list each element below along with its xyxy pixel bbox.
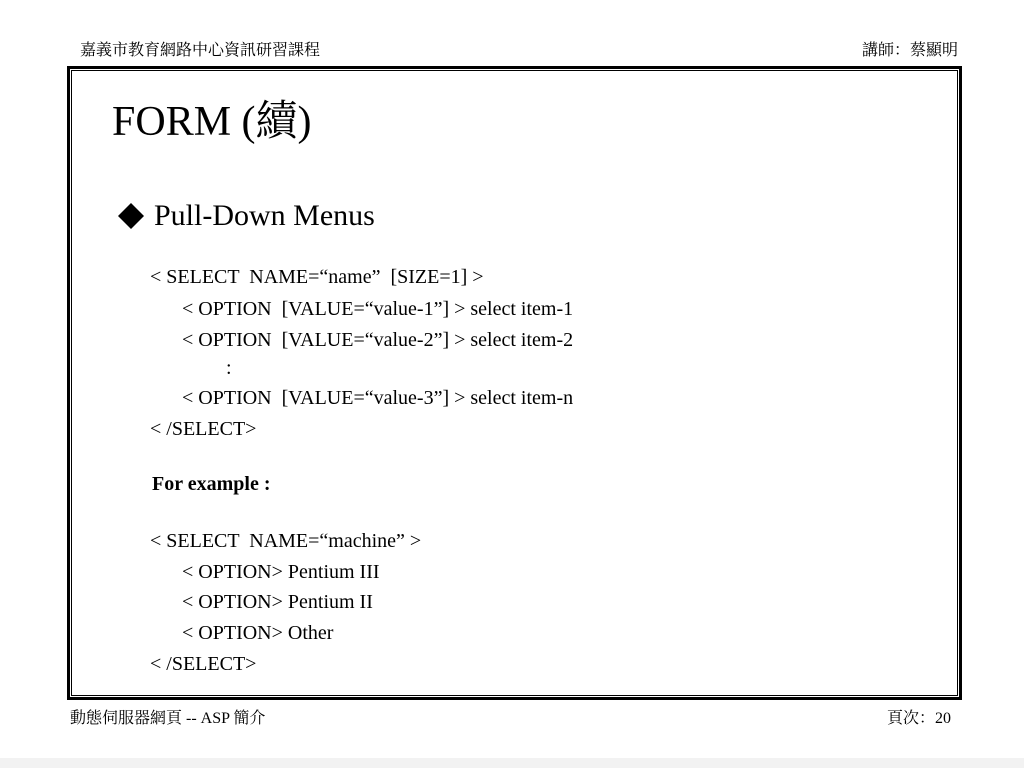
slide-title: FORM (續) <box>112 99 312 145</box>
example-line: < OPTION> Pentium II <box>182 591 373 613</box>
syntax-line: : <box>226 357 232 379</box>
page-number: 頁次：20 <box>886 710 951 727</box>
example-line: < OPTION> Pentium III <box>182 561 380 583</box>
syntax-line: < SELECT NAME=“name” [SIZE=1] > <box>150 266 484 288</box>
header-instructor: 講師：蔡顯明 <box>861 42 958 59</box>
bullet-item <box>116 196 375 236</box>
bullet-text: Pull-Down Menus <box>154 199 375 232</box>
syntax-line: < OPTION [VALUE=“value-3”] > select item-n <box>182 387 574 409</box>
example-line: < SELECT NAME=“machine” > <box>150 530 422 552</box>
syntax-line: < OPTION [VALUE=“value-1”] > select item-1 <box>182 298 574 320</box>
footer-topic: 動態伺服器網頁 -- ASP 簡介 <box>70 710 266 727</box>
diamond-icon <box>116 201 146 231</box>
example-line: < OPTION> Other <box>182 622 334 644</box>
example-line: < /SELECT> <box>150 653 257 675</box>
bottom-strip <box>0 758 1024 768</box>
syntax-line: < OPTION [VALUE=“value-2”] > select item-2 <box>182 329 574 351</box>
syntax-line: < /SELECT> <box>150 418 257 440</box>
example-label: For example : <box>152 473 271 495</box>
header-course-title: 嘉義市教育網路中心資訊研習課程 <box>80 42 321 59</box>
